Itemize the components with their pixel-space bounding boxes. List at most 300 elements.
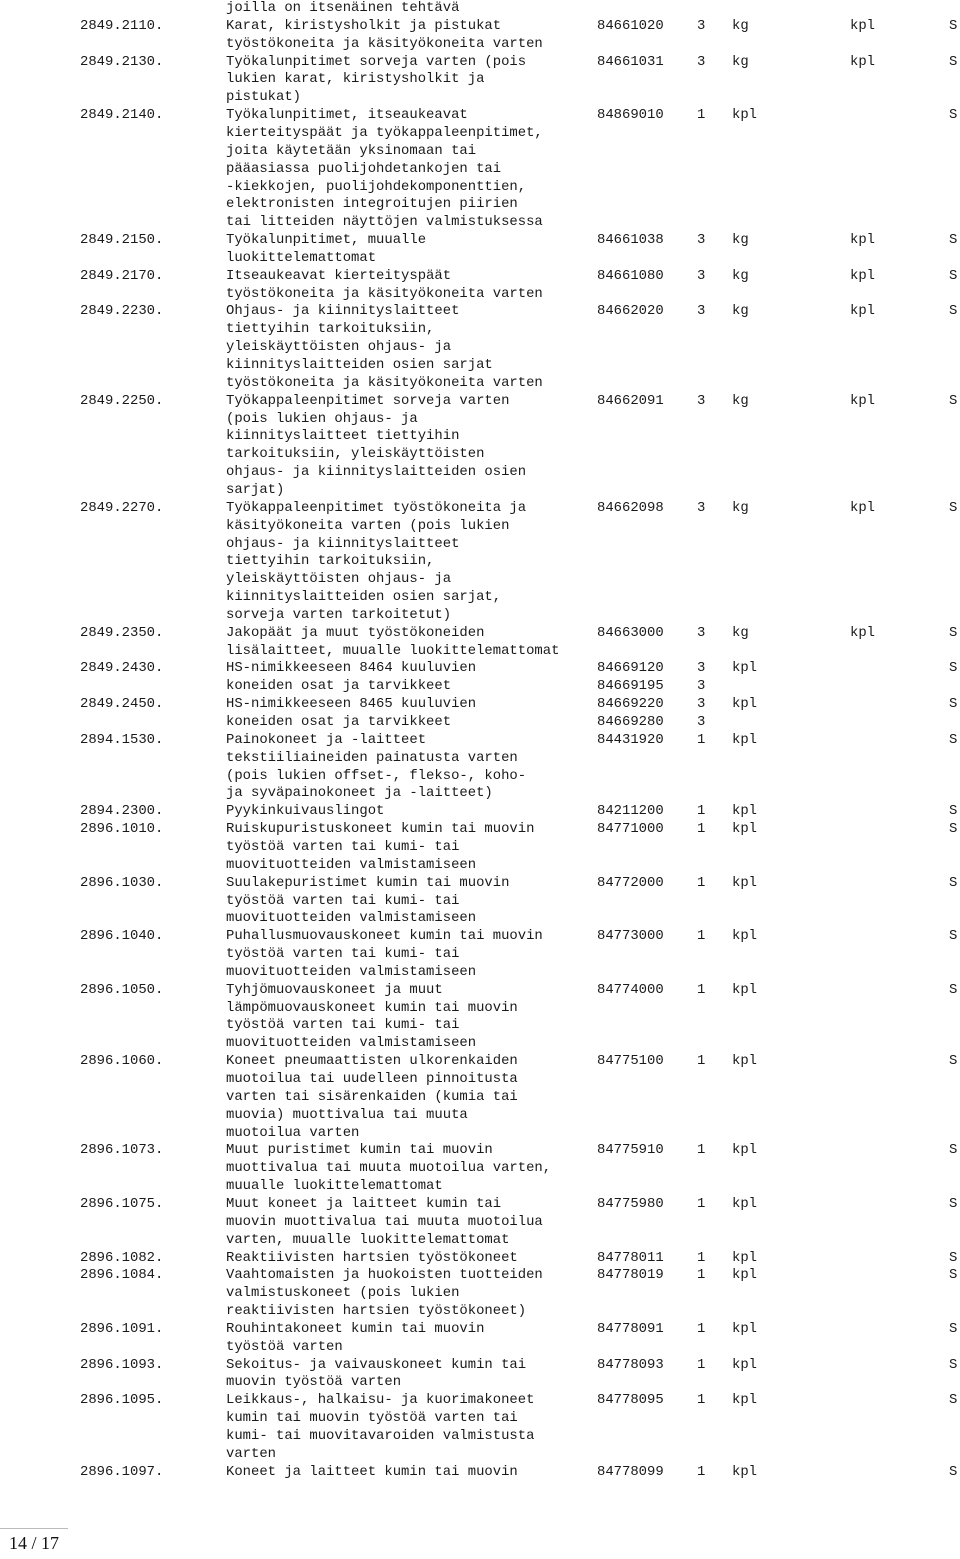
cn-code: 84774000	[597, 981, 664, 998]
table-row-continuation	[0, 1285, 960, 1303]
cn-code: 84778093	[597, 1356, 664, 1373]
level-value: 3	[697, 392, 706, 409]
unit-primary: kpl	[732, 696, 758, 713]
table-row-continuation	[0, 839, 960, 857]
item-description: pistukat)	[226, 89, 302, 106]
unit-primary: kg	[732, 53, 749, 70]
item-description: kiinnityslaitteet tiettyihin	[226, 428, 460, 445]
cn-code: 84211200	[597, 803, 664, 820]
level-value: 3	[697, 696, 706, 713]
item-description: lisälaitteet, muualle luokittelemattomat	[226, 642, 560, 659]
unit-secondary: kpl	[850, 17, 876, 34]
item-description: muotoilua tai uudelleen pinnoitusta	[226, 1071, 518, 1087]
item-description: pääasiassa puolijohdetankojen tai	[226, 160, 502, 177]
table-row-continuation	[0, 571, 960, 589]
table-row-continuation	[0, 339, 960, 357]
table-row-continuation	[0, 1214, 960, 1232]
unit-secondary: kpl	[850, 267, 876, 284]
item-description: Reaktiivisten hartsien työstökoneet	[226, 1249, 518, 1266]
unit-primary: kpl	[732, 928, 758, 945]
table-row	[0, 1357, 960, 1375]
item-description: kiinnityslaitteiden osien sarjat	[226, 357, 493, 373]
flag-value: S	[949, 1392, 958, 1409]
flag-value: S	[949, 821, 958, 838]
table-row-continuation	[0, 1107, 960, 1125]
item-description: HS-nimikkeeseen 8465 kuuluvien	[226, 696, 477, 713]
table-row-continuation	[0, 161, 960, 179]
unit-primary: kg	[732, 624, 749, 641]
item-description: työstöä varten tai kumi- tai	[226, 892, 460, 909]
item-description: Itseaukeavat kierteityspäät	[226, 267, 452, 284]
table-row-continuation	[0, 0, 960, 18]
item-description: valmistuskoneet (pois lukien	[226, 1285, 460, 1302]
item-description: muovin muottivalua tai muuta muotoilua	[226, 1213, 543, 1230]
item-description: työstökoneita ja käsityökoneita varten	[226, 35, 543, 52]
table-row-continuation	[0, 893, 960, 911]
flag-value: S	[949, 232, 958, 249]
item-description: reaktiivisten hartsien työstökoneet)	[226, 1303, 527, 1320]
table-row-continuation	[0, 1232, 960, 1250]
flag-value: S	[949, 17, 958, 34]
table-row-continuation	[0, 1410, 960, 1428]
item-description: Suulakepuristimet kumin tai muovin	[226, 874, 510, 891]
item-description: tarkoituksiin, yleiskäyttöisten	[226, 446, 485, 463]
level-value: 1	[697, 1320, 706, 1337]
cn-code: 84662098	[597, 499, 664, 516]
flag-value: S	[949, 1356, 958, 1373]
table-row	[0, 18, 960, 36]
unit-primary: kg	[732, 392, 749, 409]
flag-value: S	[949, 1249, 958, 1266]
flag-value: S	[949, 392, 958, 409]
level-value: 3	[697, 303, 706, 320]
unit-primary: kpl	[732, 803, 758, 820]
table-row	[0, 500, 960, 518]
table-row-continuation	[0, 1017, 960, 1035]
item-description: yleiskäyttöisten ohjaus- ja	[226, 339, 452, 356]
item-description: Koneet pneumaattisten ulkorenkaiden	[226, 1053, 518, 1070]
table-row-continuation	[0, 411, 960, 429]
level-value: 3	[697, 53, 706, 70]
item-description: muovituotteiden valmistamiseen	[226, 963, 477, 980]
table-row-continuation	[0, 1428, 960, 1446]
cn-code: 84778091	[597, 1320, 664, 1337]
item-description: työstöä varten	[226, 1338, 343, 1355]
table-row-continuation	[0, 678, 960, 696]
item-description: Ohjaus- ja kiinnityslaitteet	[226, 303, 460, 320]
flag-value: S	[949, 660, 958, 677]
table-row	[0, 1053, 960, 1071]
item-description: (pois lukien ohjaus- ja	[226, 410, 418, 427]
item-description: -kiekkojen, puolijohdekomponenttien,	[226, 178, 527, 195]
unit-primary: kg	[732, 303, 749, 320]
flag-value: S	[949, 696, 958, 713]
table-row-continuation	[0, 1446, 960, 1464]
level-value: 1	[697, 821, 706, 838]
level-value: 1	[697, 1392, 706, 1409]
cn-code: 84431920	[597, 731, 664, 748]
item-code: 2896.1075.	[80, 1195, 164, 1212]
item-code: 2849.2350.	[80, 624, 164, 641]
level-value: 3	[697, 624, 706, 641]
item-description: sorveja varten tarkoitetut)	[226, 606, 452, 623]
item-code: 2849.2140.	[80, 107, 164, 124]
item-description: varten, muualle luokittelemattomat	[226, 1231, 510, 1248]
cn-code: 84661020	[597, 17, 664, 34]
item-description: Sekoitus- ja vaivauskoneet kumin tai	[226, 1356, 527, 1373]
cn-code: 84669220	[597, 696, 664, 713]
level-value: 1	[697, 874, 706, 891]
level-value: 1	[697, 981, 706, 998]
item-description: varten tai sisärenkaiden (kumia tai	[226, 1088, 518, 1105]
item-description: työstöä varten tai kumi- tai	[226, 838, 460, 855]
item-description: koneiden osat ja tarvikkeet	[226, 678, 452, 695]
item-description: muovin työstöä varten	[226, 1374, 402, 1391]
item-code: 2849.2130.	[80, 53, 164, 70]
level-value: 3	[697, 660, 706, 677]
table-row	[0, 625, 960, 643]
item-description: kiinnityslaitteiden osien sarjat,	[226, 589, 502, 606]
item-code: 2894.2300.	[80, 803, 164, 820]
cn-code: 84772000	[597, 874, 664, 891]
item-code: 2896.1091.	[80, 1320, 164, 1337]
level-value: 3	[697, 678, 706, 695]
item-code: 2896.1073.	[80, 1142, 164, 1159]
table-row-continuation	[0, 964, 960, 982]
item-description: Koneet ja laitteet kumin tai muovin	[226, 1463, 518, 1480]
item-code: 2896.1010.	[80, 821, 164, 838]
item-description: työstöä varten tai kumi- tai	[226, 1017, 460, 1034]
table-row-continuation	[0, 428, 960, 446]
unit-primary: kpl	[732, 107, 758, 124]
item-code: 2896.1095.	[80, 1392, 164, 1409]
item-code: 2849.2250.	[80, 392, 164, 409]
table-row	[0, 732, 960, 750]
item-description: joita käytetään yksinomaan tai	[226, 142, 477, 159]
item-description: Tyhjömuovauskoneet ja muut	[226, 981, 443, 998]
item-description: muottivalua tai muuta muotoilua varten,	[226, 1160, 552, 1177]
flag-value: S	[949, 1195, 958, 1212]
flag-value: S	[949, 981, 958, 998]
item-description: tiettyihin tarkoituksiin,	[226, 553, 435, 570]
item-description: Työkappaleenpitimet sorveja varten	[226, 392, 510, 409]
cn-code: 84661031	[597, 53, 664, 70]
table-row	[0, 1464, 960, 1482]
table-row	[0, 1142, 960, 1160]
level-value: 3	[697, 499, 706, 516]
item-description: Pyykinkuivauslingot	[226, 803, 385, 820]
table-row	[0, 660, 960, 678]
flag-value: S	[949, 499, 958, 516]
item-description: kumin tai muovin työstöä varten tai	[226, 1410, 518, 1427]
table-row-continuation	[0, 714, 960, 732]
item-description: Karat, kiristysholkit ja pistukat	[226, 17, 502, 34]
cn-code: 84773000	[597, 928, 664, 945]
table-row-continuation	[0, 946, 960, 964]
table-row-continuation	[0, 750, 960, 768]
item-description: lämpömuovauskoneet kumin tai muovin	[226, 999, 518, 1016]
unit-primary: kpl	[732, 1356, 758, 1373]
table-row-continuation	[0, 464, 960, 482]
item-description: Työkappaleenpitimet työstökoneita ja	[226, 499, 527, 516]
item-description: kierteityspäät ja työkappaleenpitimet,	[226, 124, 543, 141]
unit-primary: kg	[732, 17, 749, 34]
unit-primary: kpl	[732, 981, 758, 998]
cn-code: 84771000	[597, 821, 664, 838]
table-row-continuation	[0, 1303, 960, 1321]
table-row-continuation	[0, 768, 960, 786]
unit-secondary: kpl	[850, 499, 876, 516]
item-code: 2896.1093.	[80, 1356, 164, 1373]
level-value: 1	[697, 731, 706, 748]
flag-value: S	[949, 1463, 958, 1480]
table-row-continuation	[0, 1178, 960, 1196]
table-row-continuation	[0, 910, 960, 928]
cn-code: 84661080	[597, 267, 664, 284]
item-description: luokittelemattomat	[226, 249, 377, 266]
item-description: Painokoneet ja -laitteet	[226, 731, 427, 748]
table-row	[0, 696, 960, 714]
item-description: työstökoneita ja käsityökoneita varten	[226, 374, 543, 391]
table-row	[0, 303, 960, 321]
table-row-continuation	[0, 71, 960, 89]
table-row	[0, 1196, 960, 1214]
item-code: 2849.2270.	[80, 499, 164, 516]
item-description: HS-nimikkeeseen 8464 kuuluvien	[226, 660, 477, 677]
item-description: lukien karat, kiristysholkit ja	[226, 71, 485, 88]
table-row-continuation	[0, 553, 960, 571]
table-row-continuation	[0, 196, 960, 214]
cn-code: 84775980	[597, 1195, 664, 1212]
table-row-continuation	[0, 857, 960, 875]
table-row-continuation	[0, 1035, 960, 1053]
item-description: koneiden osat ja tarvikkeet	[226, 714, 452, 730]
table-row	[0, 1392, 960, 1410]
unit-primary: kpl	[732, 1142, 758, 1159]
item-description: varten	[226, 1445, 277, 1462]
item-description: Jakopäät ja muut työstökoneiden	[226, 624, 485, 641]
table-row	[0, 875, 960, 893]
item-description: Puhallusmuovauskoneet kumin tai muovin	[226, 928, 543, 945]
flag-value: S	[949, 1267, 958, 1284]
level-value: 1	[697, 107, 706, 124]
cn-code: 84778019	[597, 1267, 664, 1284]
item-code: 2896.1097.	[80, 1463, 164, 1480]
unit-primary: kpl	[732, 821, 758, 838]
table-row	[0, 268, 960, 286]
level-value: 3	[697, 232, 706, 249]
item-code: 2849.2450.	[80, 696, 164, 713]
table-row-continuation	[0, 357, 960, 375]
item-code: 2896.1030.	[80, 874, 164, 891]
unit-secondary: kpl	[850, 624, 876, 641]
item-description: Työkalunpitimet, muualle	[226, 232, 427, 249]
unit-secondary: kpl	[850, 392, 876, 409]
level-value: 1	[697, 1142, 706, 1159]
table-row-continuation	[0, 1000, 960, 1018]
item-code: 2849.2230.	[80, 303, 164, 320]
item-description: tekstiiliaineiden painatusta varten	[226, 749, 518, 766]
flag-value: S	[949, 303, 958, 320]
page-number-text: 14 / 17	[8, 1533, 59, 1553]
item-description: työstökoneita ja käsityökoneita varten	[226, 285, 543, 302]
flag-value: S	[949, 1320, 958, 1337]
unit-secondary: kpl	[850, 303, 876, 320]
unit-secondary: kpl	[850, 53, 876, 70]
flag-value: S	[949, 928, 958, 945]
level-value: 1	[697, 803, 706, 820]
item-description: (pois lukien offset-, flekso-, koho-	[226, 767, 527, 784]
unit-primary: kpl	[732, 1195, 758, 1212]
item-description: tai litteiden näyttöjen valmistuksessa	[226, 214, 543, 231]
item-code: 2849.2430.	[80, 660, 164, 677]
level-value: 1	[697, 1356, 706, 1373]
item-description: työstöä varten tai kumi- tai	[226, 946, 460, 963]
table-row	[0, 1267, 960, 1285]
table-row	[0, 928, 960, 946]
cn-code: 84662020	[597, 303, 664, 320]
table-row-continuation	[0, 1089, 960, 1107]
item-description: käsityökoneita varten (pois lukien	[226, 517, 510, 534]
item-description: muotoilua varten	[226, 1124, 360, 1141]
item-description: ja syväpainokoneet ja -laitteet)	[226, 785, 493, 802]
unit-primary: kpl	[732, 1053, 758, 1070]
table-row	[0, 1250, 960, 1268]
cn-code: 84778095	[597, 1392, 664, 1409]
unit-primary: kg	[732, 267, 749, 284]
cn-code: 84869010	[597, 107, 664, 124]
level-value: 1	[697, 1463, 706, 1480]
table-row	[0, 982, 960, 1000]
table-row	[0, 821, 960, 839]
cn-code: 84775100	[597, 1053, 664, 1070]
table-row	[0, 803, 960, 821]
item-description: sarjat)	[226, 481, 285, 498]
level-value: 1	[697, 1053, 706, 1070]
table-row-continuation	[0, 36, 960, 54]
unit-secondary: kpl	[850, 232, 876, 249]
item-description: Leikkaus-, halkaisu- ja kuorimakoneet	[226, 1392, 535, 1409]
item-description: elektronisten integroitujen piirien	[226, 196, 518, 213]
item-code: 2896.1082.	[80, 1249, 164, 1266]
table-row-continuation	[0, 518, 960, 536]
cn-code: 84669280	[597, 714, 664, 730]
item-description: muovia) muottivalua tai muuta	[226, 1106, 468, 1123]
flag-value: S	[949, 731, 958, 748]
table-row-continuation	[0, 536, 960, 554]
item-description: muovituotteiden valmistamiseen	[226, 910, 477, 927]
item-description: Muut koneet ja laitteet kumin tai	[226, 1195, 502, 1212]
unit-primary: kpl	[732, 1392, 758, 1409]
table-row-continuation	[0, 482, 960, 500]
item-description: joilla on itsenäinen tehtävä	[226, 0, 460, 16]
level-value: 3	[697, 17, 706, 34]
cn-code: 84778011	[597, 1249, 664, 1266]
unit-primary: kpl	[732, 1320, 758, 1337]
table-row-continuation	[0, 643, 960, 661]
flag-value: S	[949, 107, 958, 124]
cn-code: 84778099	[597, 1463, 664, 1480]
unit-primary: kg	[732, 499, 749, 516]
table-row-continuation	[0, 589, 960, 607]
table-row-continuation	[0, 89, 960, 107]
item-code: 2849.2110.	[80, 17, 164, 34]
item-code: 2896.1084.	[80, 1267, 164, 1284]
table-row-continuation	[0, 1374, 960, 1392]
table-row-continuation	[0, 179, 960, 197]
table-row	[0, 393, 960, 411]
page-indicator-rule	[0, 1528, 68, 1529]
item-description: Muut puristimet kumin tai muovin	[226, 1142, 493, 1159]
table-row-continuation	[0, 446, 960, 464]
item-description: Työkalunpitimet sorveja varten (pois	[226, 53, 527, 70]
table-row	[0, 107, 960, 125]
unit-primary: kg	[732, 232, 749, 249]
cn-code: 84669195	[597, 678, 664, 695]
cn-code: 84662091	[597, 392, 664, 409]
flag-value: S	[949, 803, 958, 820]
unit-primary: kpl	[732, 874, 758, 891]
cn-code: 84661038	[597, 232, 664, 249]
unit-primary: kpl	[732, 1463, 758, 1480]
unit-primary: kpl	[732, 1249, 758, 1266]
item-code: 2894.1530.	[80, 731, 164, 748]
table-row-continuation	[0, 607, 960, 625]
table-row-continuation	[0, 125, 960, 143]
item-code: 2896.1060.	[80, 1053, 164, 1070]
cn-code: 84663000	[597, 624, 664, 641]
unit-primary: kpl	[732, 731, 758, 748]
table-row-continuation	[0, 1071, 960, 1089]
item-description: Ruiskupuristuskoneet kumin tai muovin	[226, 821, 535, 838]
level-value: 3	[697, 267, 706, 284]
table-row-continuation	[0, 286, 960, 304]
item-description: Rouhintakoneet kumin tai muovin	[226, 1320, 485, 1337]
item-code: 2849.2170.	[80, 267, 164, 284]
item-description: Vaahtomaisten ja huokoisten tuotteiden	[226, 1267, 543, 1284]
flag-value: S	[949, 1053, 958, 1070]
item-description: ohjaus- ja kiinnityslaitteet	[226, 535, 460, 552]
table-row	[0, 1321, 960, 1339]
item-code: 2849.2150.	[80, 232, 164, 249]
item-description: ohjaus- ja kiinnityslaitteiden osien	[226, 464, 527, 481]
table-row-continuation	[0, 1339, 960, 1357]
item-description: muovituotteiden valmistamiseen	[226, 856, 477, 873]
table-row-continuation	[0, 214, 960, 232]
flag-value: S	[949, 53, 958, 70]
flag-value: S	[949, 624, 958, 641]
table-row-continuation	[0, 143, 960, 161]
table-row-continuation	[0, 321, 960, 339]
level-value: 1	[697, 928, 706, 945]
table-row-continuation	[0, 375, 960, 393]
cn-code: 84669120	[597, 660, 664, 677]
item-code: 2896.1050.	[80, 981, 164, 998]
level-value: 1	[697, 1195, 706, 1212]
table-row	[0, 232, 960, 250]
table-row-continuation	[0, 1125, 960, 1143]
table-row-continuation	[0, 1160, 960, 1178]
table-row-continuation	[0, 785, 960, 803]
item-code: 2896.1040.	[80, 928, 164, 945]
level-value: 1	[697, 1267, 706, 1284]
item-description: tiettyihin tarkoituksiin,	[226, 321, 435, 338]
item-description: Työkalunpitimet, itseaukeavat	[226, 107, 468, 124]
item-description: muovituotteiden valmistamiseen	[226, 1035, 477, 1052]
level-value: 3	[697, 714, 706, 730]
table-row-continuation	[0, 250, 960, 268]
flag-value: S	[949, 267, 958, 284]
